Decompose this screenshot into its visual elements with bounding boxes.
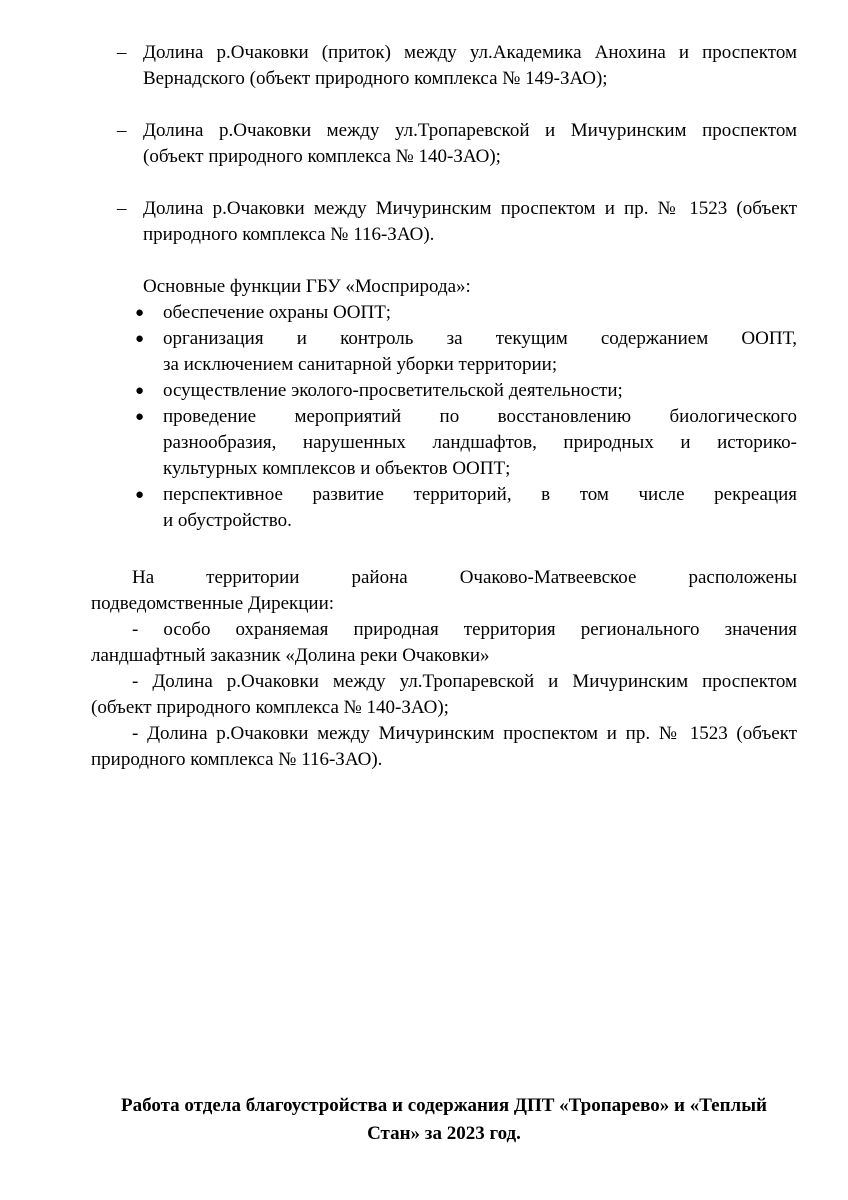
paragraph-line: - Долина р.Очаковки между Мичуринским проспектом и пр. № 1523 (объект <box>132 723 797 744</box>
paragraph-line: - Долина р.Очаковки между ул.Тропаревской и Мичуринским проспектом <box>132 671 797 692</box>
dash-marker: – <box>117 42 127 63</box>
dash-list-item <box>117 118 797 170</box>
bullet-item-line: осуществление эколого-просветительской деятельности; <box>163 380 623 401</box>
dash-marker: – <box>117 120 127 141</box>
paragraph-line: (объект природного комплекса № 140-ЗАО); <box>91 697 449 718</box>
bullet-item-line: культурных комплексов и объектов ООПТ; <box>163 458 511 479</box>
paragraph-line: природного комплекса № 116-ЗАО). <box>91 749 383 770</box>
section-heading <box>91 1092 797 1148</box>
dash-item-line: Вернадского (объект природного комплекса № 149-ЗАО); <box>143 68 608 89</box>
bullet-list-item <box>135 404 797 482</box>
dash-list-item <box>117 196 797 248</box>
dash-item-line: Долина р.Очаковки между Мичуринским проспектом и пр. № 1523 (объект <box>143 198 797 219</box>
bullet-icon: ● <box>135 305 145 321</box>
dash-marker: – <box>117 198 127 219</box>
paragraph <box>91 617 797 669</box>
dash-item-line: Долина р.Очаковки (приток) между ул.Академика Анохина и проспектом <box>143 42 797 63</box>
bullet-list-item <box>135 482 797 534</box>
bullet-list-item <box>135 300 797 326</box>
paragraph-block <box>91 565 797 773</box>
dash-list <box>0 40 848 274</box>
bullet-icon: ● <box>135 383 145 399</box>
dash-item-line: (объект природного комплекса № 140-ЗАО); <box>143 146 501 167</box>
section-heading-line: Стан» за 2023 год. <box>367 1123 521 1144</box>
bullet-item-line: обеспечение охраны ООПТ; <box>163 302 392 323</box>
bullet-icon: ● <box>135 409 145 425</box>
bullet-icon: ● <box>135 331 145 347</box>
bullet-item-line: проведение мероприятий по восстановлению биологического <box>163 406 797 427</box>
bullet-item-line: и обустройство. <box>163 510 292 531</box>
paragraph-line: подведомственные Дирекции: <box>91 593 335 614</box>
paragraph <box>91 669 797 721</box>
dash-item-line: Долина р.Очаковки между ул.Тропаревской и Мичуринским проспектом <box>143 120 797 141</box>
bullet-list <box>0 300 848 534</box>
functions-intro: Основные функции ГБУ «Мосприрода»: <box>143 276 471 297</box>
bullet-item-line: за исключением санитарной уборки территории; <box>163 354 558 375</box>
section-heading-line: Работа отдела благоустройства и содержания ДПТ «Тропарево» и «Теплый <box>120 1095 767 1116</box>
paragraph <box>91 721 797 773</box>
bullet-item-line: разнообразия, нарушенных ландшафтов, природных и историко- <box>163 432 797 453</box>
bullet-item-line: перспективное развитие территорий, в том числе рекреация <box>163 484 797 505</box>
bullet-list-item <box>135 326 797 378</box>
paragraph-line: На территории района Очаково-Матвеевское расположены <box>132 567 797 588</box>
bullet-icon: ● <box>135 487 145 503</box>
paragraph-line: - особо охраняемая природная территория регионального значения <box>132 619 797 640</box>
bullet-item-line: организация и контроль за текущим содержанием ООПТ, <box>163 328 797 349</box>
paragraph-line: ландшафтный заказник «Долина реки Очаковки» <box>91 645 490 666</box>
paragraph <box>91 565 797 617</box>
bullet-list-item <box>135 378 797 404</box>
dash-item-line: природного комплекса № 116-ЗАО). <box>143 224 435 245</box>
dash-list-item <box>117 40 797 92</box>
